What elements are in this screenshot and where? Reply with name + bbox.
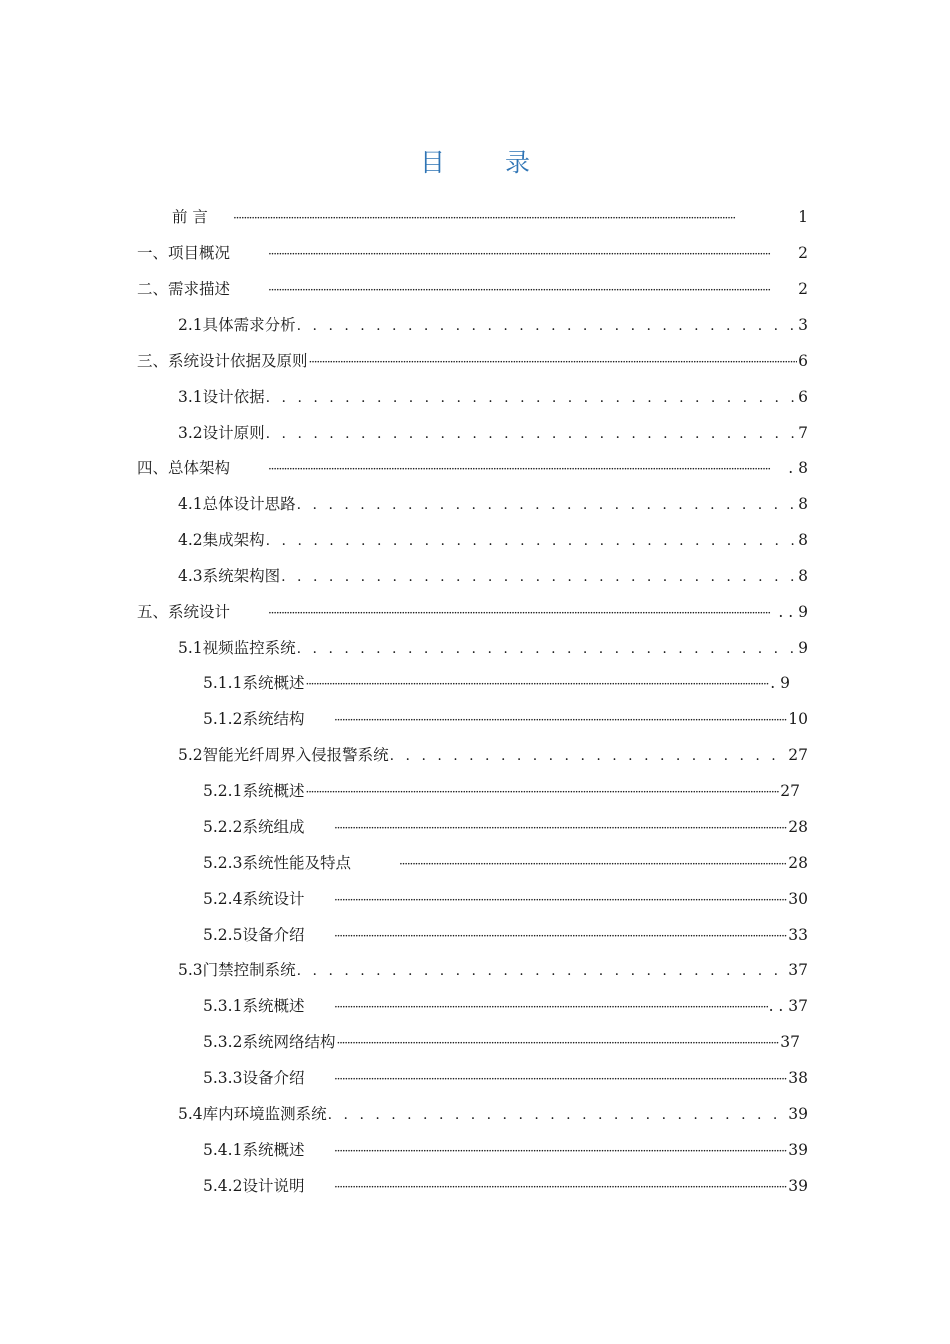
toc-leader-dots <box>334 887 787 912</box>
toc-page-number: 6 <box>798 388 808 406</box>
toc-entry-label: 4.2集成架构 <box>178 531 265 549</box>
toc-page-number: . . 37 <box>768 997 808 1015</box>
toc-entry[interactable] <box>137 349 808 373</box>
toc-entry-label: 5.4.1系统概述 <box>203 1141 305 1159</box>
toc-leader-dots <box>281 564 797 589</box>
toc-leader-dots <box>268 456 787 481</box>
toc-entry[interactable] <box>178 385 808 409</box>
toc-page-number: 27 <box>788 746 808 764</box>
toc-entry-label: 5.2.4系统设计 <box>203 890 305 908</box>
toc-leader-dots <box>268 241 797 266</box>
toc-page-number: 38 <box>788 1069 808 1087</box>
toc-entry-label: 4.1总体设计思路 <box>178 495 296 513</box>
toc-entry-label: 3.1设计依据 <box>178 388 265 406</box>
toc-entry-label: 5.1视频监控系统 <box>178 639 296 657</box>
toc-entry-label: 5.1.2系统结构 <box>203 710 305 728</box>
toc-entry[interactable] <box>178 636 808 660</box>
toc-entry[interactable] <box>203 851 808 875</box>
toc-leader-dots <box>328 1102 788 1127</box>
toc-page-number: 10 <box>788 710 808 728</box>
toc-leader-dots <box>266 385 797 410</box>
toc-page-number: . 9 <box>770 674 790 692</box>
toc-entry[interactable] <box>203 707 808 731</box>
toc-entry[interactable] <box>137 456 808 480</box>
toc-entry[interactable] <box>137 600 808 624</box>
toc-leader-dots <box>334 1174 787 1199</box>
toc-entry[interactable] <box>178 743 808 767</box>
toc-page-number: 28 <box>788 818 808 836</box>
toc-entry[interactable] <box>203 923 808 947</box>
toc-page-number: 28 <box>788 854 808 872</box>
toc-leader-dots <box>334 923 787 948</box>
toc-title: 目 录 <box>420 148 556 177</box>
toc-entry[interactable] <box>137 277 808 301</box>
toc-entry[interactable] <box>172 205 808 229</box>
toc-entry[interactable] <box>178 564 808 588</box>
toc-page-number: 8 <box>798 567 808 585</box>
toc-entry[interactable] <box>203 1066 808 1090</box>
toc-page-number: 37 <box>788 961 808 979</box>
toc-entry-label: 前 言 <box>172 208 208 226</box>
toc-page-number: 39 <box>788 1177 808 1195</box>
toc-leader-dots <box>336 1030 779 1055</box>
toc-entry[interactable] <box>178 313 808 337</box>
toc-entry[interactable] <box>203 887 808 911</box>
toc-entry-label: 5.3.1系统概述 <box>203 997 305 1015</box>
toc-leader-dots <box>334 994 768 1019</box>
toc-leader-dots <box>233 205 797 230</box>
toc-leader-dots <box>334 1066 787 1091</box>
toc-entry-label: 5.2.3系统性能及特点 <box>203 854 351 872</box>
toc-entry[interactable] <box>203 779 800 803</box>
toc-page-number: 9 <box>798 639 808 657</box>
toc-entry[interactable] <box>203 671 790 695</box>
toc-entry[interactable] <box>203 994 808 1018</box>
toc-entry-label: 四、总体架构 <box>137 459 231 477</box>
toc-entry-label: 一、项目概况 <box>137 244 231 262</box>
toc-entry-label: 三、系统设计依据及原则 <box>137 352 308 370</box>
toc-page-number: 1 <box>798 208 808 226</box>
toc-leader-dots <box>297 313 797 338</box>
toc-page-number: 8 <box>798 495 808 513</box>
toc-entry-label: 5.1.1系统概述 <box>203 674 305 692</box>
toc-entry[interactable] <box>203 1138 808 1162</box>
toc-page-number: 30 <box>788 890 808 908</box>
toc-entry-label: 二、需求描述 <box>137 280 231 298</box>
toc-leader-dots <box>266 421 797 446</box>
toc-page-number: 39 <box>788 1141 808 1159</box>
toc-entry[interactable] <box>178 1102 808 1126</box>
toc-entry[interactable] <box>178 528 808 552</box>
toc-leader-dots <box>305 779 779 804</box>
toc-leader-dots <box>297 958 788 983</box>
toc-entry[interactable] <box>178 958 808 982</box>
toc-page-number: 2 <box>798 244 808 262</box>
toc-entry-label: 五、系统设计 <box>137 603 231 621</box>
toc-entry[interactable] <box>203 1030 800 1054</box>
toc-entry[interactable] <box>137 241 808 265</box>
toc-entry-label: 4.3系统架构图 <box>178 567 281 585</box>
toc-entry-label: 5.4.2设计说明 <box>203 1177 305 1195</box>
toc-leader-dots <box>268 600 777 625</box>
toc-page-number: 33 <box>788 926 808 944</box>
toc-page-number: 37 <box>780 1033 800 1051</box>
toc-leader-dots <box>309 349 798 374</box>
toc-leader-dots <box>297 492 797 517</box>
toc-entry[interactable] <box>203 1174 808 1198</box>
toc-entry[interactable] <box>203 815 808 839</box>
toc-page-number: . 8 <box>788 459 808 477</box>
toc-entry-label: 5.2智能光纤周界入侵报警系统 <box>178 746 389 764</box>
toc-leader-dots <box>305 671 769 696</box>
toc-leader-dots <box>334 707 787 732</box>
toc-entry-label: 5.2.5设备介绍 <box>203 926 305 944</box>
toc-page-number: 3 <box>798 316 808 334</box>
toc-entry-label: 5.4库内环境监测系统 <box>178 1105 327 1123</box>
toc-page-number: 2 <box>798 280 808 298</box>
toc-entry[interactable] <box>178 492 808 516</box>
toc-entry-label: 5.3门禁控制系统 <box>178 961 296 979</box>
toc-leader-dots <box>334 815 787 840</box>
toc-leader-dots <box>399 851 787 876</box>
toc-leader-dots <box>297 636 797 661</box>
toc-page-number: . . 9 <box>778 603 808 621</box>
toc-entry-label: 3.2设计原则 <box>178 424 265 442</box>
toc-leader-dots <box>334 1138 787 1163</box>
toc-entry-label: 5.3.3设备介绍 <box>203 1069 305 1087</box>
toc-entry-label: 5.3.2系统网络结构 <box>203 1033 336 1051</box>
toc-leader-dots <box>268 277 797 302</box>
toc-page-number: 39 <box>788 1105 808 1123</box>
toc-page-number: 6 <box>798 352 808 370</box>
toc-page-number: 7 <box>798 424 808 442</box>
toc-leader-dots <box>266 528 797 553</box>
toc-page-number: 27 <box>780 782 800 800</box>
toc-entry-label: 5.2.1系统概述 <box>203 782 305 800</box>
toc-page-number: 8 <box>798 531 808 549</box>
toc-entry[interactable] <box>178 421 808 445</box>
toc-entry-label: 5.2.2系统组成 <box>203 818 305 836</box>
toc-leader-dots <box>390 743 788 768</box>
toc-entry-label: 2.1具体需求分析 <box>178 316 296 334</box>
